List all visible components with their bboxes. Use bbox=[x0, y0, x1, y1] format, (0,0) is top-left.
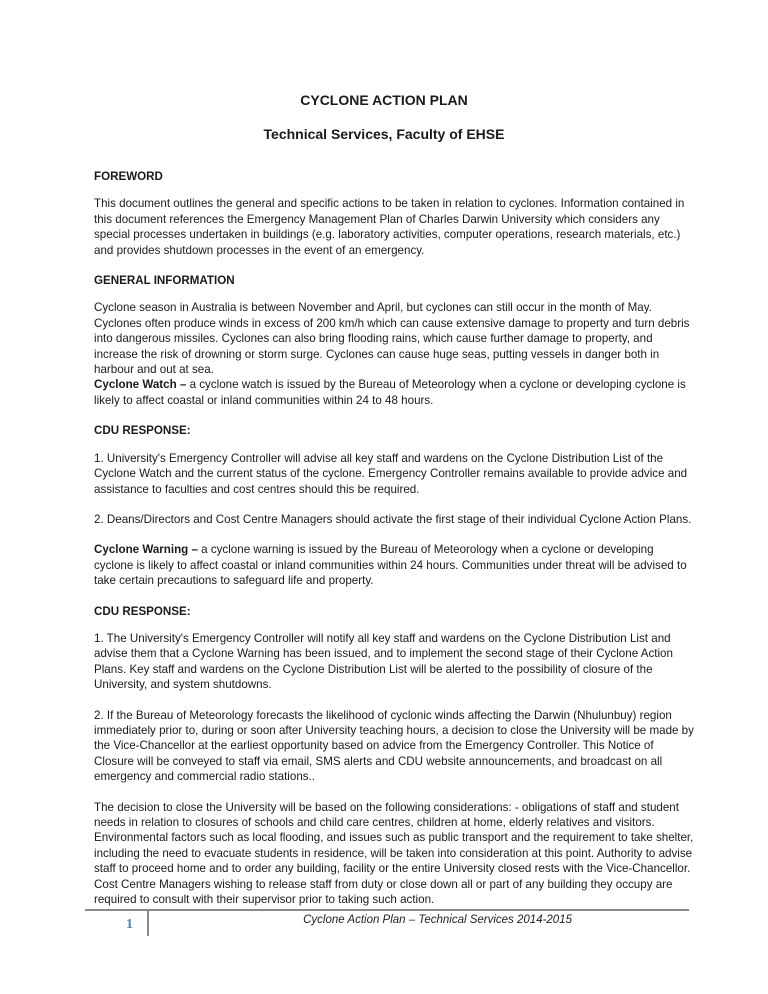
cyclone-watch-term: Cyclone Watch – bbox=[94, 378, 187, 392]
document-title: CYCLONE ACTION PLAN bbox=[300, 92, 468, 108]
warning-response-item-2: 2. If the Bureau of Meteorology forecasts the likelihood of cyclonic winds affecting the Darwin (Nhulunbuy) region immediately prior to, during or soon after University teaching hours, a decision to close the University will be made by the Vice-Chancellor at the earliest opportunity based on advice from the Emergency Controller. This Notice of Closure will be conveyed to staff via email, SMS alerts and CDU website announcements, and broadcast on all emergency and commercial radio stations.. bbox=[94, 708, 694, 784]
watch-response-item-1: 1. University's Emergency Controller will advise all key staff and wardens on the Cyclone Distribution List of the Cyclone Watch and the current status of the cyclone. Emergency Controller remains available to provide advice and assistance to faculties and cost centres should this be required. bbox=[94, 451, 688, 496]
footer-text: Cyclone Action Plan – Technical Services 2014-2015 bbox=[303, 914, 572, 926]
document-subtitle: Technical Services, Faculty of EHSE bbox=[263, 126, 505, 142]
cyclone-watch-definition bbox=[94, 377, 694, 408]
document-body bbox=[94, 169, 694, 922]
footer-rule bbox=[85, 909, 689, 911]
footer-divider bbox=[147, 910, 149, 936]
page-number: 1 bbox=[126, 917, 133, 932]
watch-response-heading: CDU RESPONSE: bbox=[94, 424, 191, 438]
cyclone-warning-text: a cyclone warning is issued by the Bureau of Meteorology when a cyclone or developing cyclone is likely to affect coastal or inland communities within 24 hours. Communities under threat will be advised to take certain precautions to safeguard life and property. bbox=[94, 543, 687, 588]
foreword-paragraph: This document outlines the general and specific actions to be taken in relation to cyclones. Information contained in this document references the Emergency Management Plan of Charles Darwin University which considers any special processes undertaken in buildings (e.g. laboratory activities, computer operations, research materials, etc.) and provides shutdown processes in the event of an emergency. bbox=[94, 197, 685, 257]
cyclone-watch-text: a cyclone watch is issued by the Bureau of Meteorology when a cyclone or developing cyclone is likely to affect coastal or inland communities within 24 to 48 hours. bbox=[94, 378, 686, 407]
general-information-heading: GENERAL INFORMATION bbox=[94, 274, 235, 288]
closure-considerations-paragraph: The decision to close the University will be based on the following considerations: - obligations of staff and student needs in relation to closures of schools and child care centres, children at home, elderly relatives and visitors. Environmental factors such as local flooding, and issues such as public transport and the requirement to take shelter, including the need to evacuate students in residence, will be taken into consideration at this point. Authority to advise staff to proceed home and to order any building, facility or the entire University closed rests with the Vice-Chancellor. Cost Centre Managers wishing to release staff from duty or close down all or part of any building they occupy are required to consult with their supervisor prior to taking such action. bbox=[94, 800, 694, 907]
cyclone-warning-term: Cyclone Warning – bbox=[94, 543, 198, 557]
foreword-heading: FOREWORD bbox=[94, 170, 163, 183]
watch-response-item-2: 2. Deans/Directors and Cost Centre Managers should activate the first stage of their individual Cyclone Action Plans. bbox=[94, 512, 692, 526]
warning-response-heading: CDU RESPONSE: bbox=[94, 604, 191, 618]
general-information-paragraph: Cyclone season in Australia is between November and April, but cyclones can still occur in the month of May. Cyclones often produce winds in excess of 200 km/h which can cause extensive damage to property and turn debris into dangerous missiles. Cyclones can also bring flooding rains, which cause further damage to property, and increase the risk of drowning or storm surge. Cyclones can cause huge seas, putting vessels in danger both in harbour and out at sea. bbox=[94, 301, 690, 377]
cyclone-warning-definition bbox=[94, 542, 694, 588]
warning-response-item-1: 1. The University's Emergency Controller will notify all key staff and wardens on the Cyclone Distribution List and advise them that a Cyclone Warning has been issued, and to implement the second stage of their Cyclone Action Plans. Key staff and wardens on the Cyclone Distribution List will be alerted to the possibility of closure of the University, and system shutdowns. bbox=[94, 631, 673, 692]
